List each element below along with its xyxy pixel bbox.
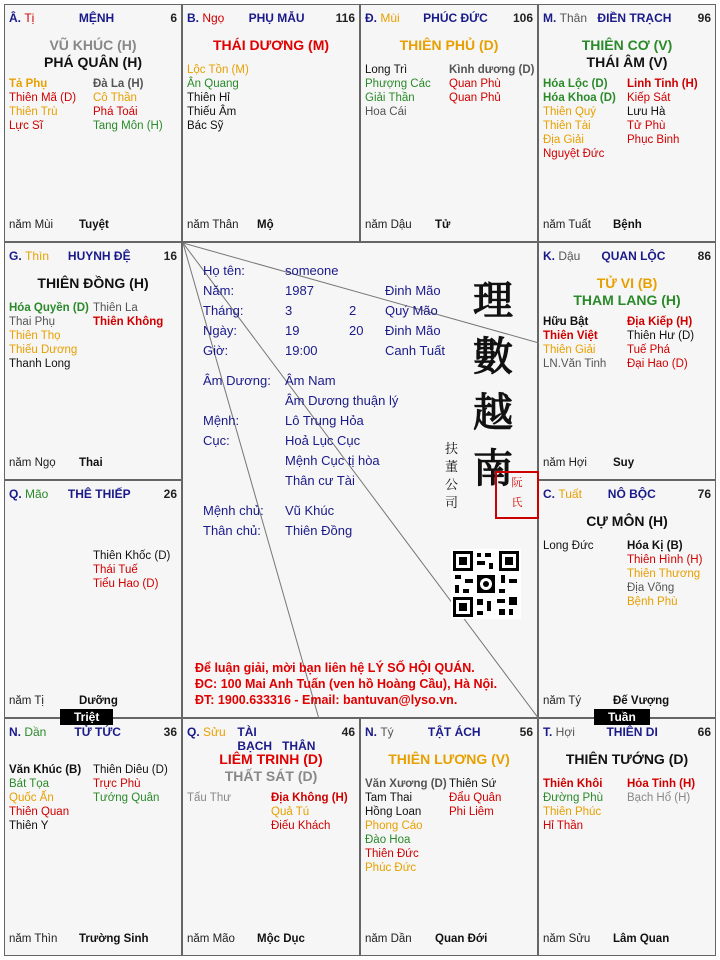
palace-branch: Thìn [25, 249, 50, 263]
palace-position: C. Tuất [543, 487, 582, 501]
minor-stars-right [93, 549, 177, 591]
minor-stars-right [627, 77, 711, 147]
minor-star: Tuế Phá [627, 344, 671, 356]
minor-star: Hóa Quyền (D) [9, 302, 89, 314]
palace-stem: C [543, 487, 552, 501]
day-value: 19 [285, 323, 300, 338]
minor-star: Lưu Hà [627, 106, 666, 118]
minor-star: Tang Môn (H) [93, 120, 163, 132]
palace-than-marker: THÂN [282, 739, 316, 753]
major-star: VŨ KHÚC (H) [49, 37, 137, 53]
palace-name-text: THÊ THIẾP [67, 487, 131, 501]
calligraphy-char: 數 [473, 333, 513, 380]
minor-star: Thanh Long [9, 358, 71, 370]
palace-ngo [182, 4, 360, 242]
palace-branch: Mão [25, 487, 49, 501]
day-canchi: Đinh Mão [385, 323, 441, 338]
palace-name [608, 487, 656, 501]
minor-star: Hữu Bật [543, 316, 589, 328]
minor-star: Thiên Phúc [543, 806, 602, 818]
minor-stars-left [543, 315, 627, 371]
minor-star: Thiên La [93, 302, 138, 314]
palace-number: 66 [697, 725, 711, 739]
palace-year: năm Thìn [9, 933, 58, 945]
minor-stars-left [9, 301, 93, 371]
palace-dau [538, 242, 716, 480]
menh-chu-label: Mệnh chủ: [203, 503, 264, 518]
major-star: THÁI DƯƠNG (M) [212, 37, 330, 53]
than-chu-value: Thiên Đồng [285, 523, 353, 538]
palace-stem: N [9, 725, 18, 739]
palace-name-text: NÔ BỘC [607, 487, 656, 501]
cuc-label: Cục: [203, 433, 230, 448]
minor-star: Kình dương (D) [449, 64, 535, 76]
minor-stars-left [9, 763, 93, 833]
palace-stage: Trường Sinh [79, 933, 149, 945]
day-label: Ngày: [203, 323, 237, 338]
minor-star: Quả Tú [271, 806, 310, 818]
calligraphy-char: 南 [473, 445, 513, 492]
minor-stars-right [449, 63, 533, 105]
minor-star: Bác Sỹ [187, 120, 224, 132]
palace-year: năm Tị [9, 695, 44, 707]
palace-stem: T [543, 725, 549, 739]
calligraphy-char: 越 [473, 389, 513, 436]
minor-star: Lộc Tồn (M) [187, 64, 249, 76]
minor-star: Bạch Hổ (H) [627, 792, 691, 804]
year-label: Năm: [203, 283, 235, 298]
palace-number: 6 [170, 11, 177, 25]
palace-header [543, 249, 711, 265]
minor-stars-right [449, 777, 533, 819]
minor-star: Kiếp Sát [627, 92, 671, 104]
palace-than [538, 4, 716, 242]
palace-name-text: TỬ TỨC [74, 725, 121, 739]
palace-number: 46 [341, 725, 355, 739]
minor-stars-left [187, 63, 271, 133]
palace-name [601, 249, 665, 263]
minor-stars-left [543, 77, 627, 161]
palace-number: 26 [163, 487, 177, 501]
palace-branch: Sửu [203, 725, 226, 739]
palace-mui [360, 4, 538, 242]
palace-position: M. Thân [543, 11, 588, 25]
minor-star: Hóa Khoa (D) [543, 92, 616, 104]
than-cu: Thân cư Tài [285, 473, 355, 488]
than-chu-label: Thân chủ: [203, 523, 261, 538]
palace-header [9, 11, 177, 27]
minor-star: Thiên Hỉ [187, 92, 230, 104]
minor-star: Điếu Khách [271, 820, 331, 832]
palace-header [365, 725, 533, 741]
palace-thin [4, 242, 182, 480]
minor-star: Trực Phù [93, 778, 141, 790]
palace-branch: Tị [24, 11, 35, 25]
minor-stars-left [9, 77, 93, 133]
palace-stage: Đế Vượng [613, 695, 670, 707]
palace-position: K. Dậu [543, 249, 581, 263]
minor-star: Tiểu Hao (D) [93, 578, 159, 590]
palace-stage: Lâm Quan [613, 933, 670, 945]
minor-star: Bát Tọa [9, 778, 50, 790]
minor-star: Thiên Mã (D) [9, 92, 77, 104]
major-stars [183, 751, 359, 785]
minor-star: Hóa Kị (B) [627, 540, 683, 552]
palace-branch: Dần [24, 725, 47, 739]
palace-year: năm Mão [187, 933, 235, 945]
hour-canchi: Canh Tuất [385, 343, 445, 358]
palace-branch: Dậu [558, 249, 581, 263]
minor-star: Văn Xương (D) [365, 778, 447, 790]
palace-name-text: PHỤ MẪU [248, 11, 305, 25]
major-star: THIÊN LƯƠNG (V) [388, 751, 510, 767]
minor-star: Thiên Đức [365, 848, 419, 860]
major-star: THÁI ÂM (V) [586, 54, 668, 70]
triet-tag: Triệt [60, 709, 113, 725]
minor-stars-right [93, 77, 177, 133]
palace-year: năm Tuất [543, 219, 591, 231]
minor-stars-left [543, 539, 627, 553]
major-star: THIÊN PHỦ (D) [399, 37, 499, 53]
palace-branch: Hợi [555, 725, 575, 739]
palace-ty [4, 4, 182, 242]
major-star: THIÊN ĐỒNG (H) [37, 275, 149, 291]
minor-star: Thiên Diêu (D) [93, 764, 168, 776]
palace-name-text: THIÊN DI [606, 725, 658, 739]
palace-name [68, 249, 131, 263]
month-lunar: 2 [349, 303, 357, 318]
minor-star: Địa Giải [543, 134, 584, 146]
palace-stage: Mộ [257, 219, 274, 231]
palace-header [9, 487, 177, 503]
minor-star: Tử Phù [627, 120, 666, 132]
minor-star: Tam Thai [365, 792, 413, 804]
cuc-note: Mệnh Cục tị hòa [285, 453, 380, 468]
palace-year: năm Sửu [543, 933, 591, 945]
minor-star: Hồng Loan [365, 806, 422, 818]
palace-position: Â. Tị [9, 11, 35, 25]
minor-star: Phượng Các [365, 78, 431, 90]
major-star: THẤT SÁT (D) [224, 768, 318, 784]
menh-value: Lô Trung Hỏa [285, 413, 364, 428]
minor-star: Quan Phù [449, 78, 501, 90]
palace-stage: Tử [435, 219, 451, 231]
contact-line-1: Để luận giải, mời bạn liên hệ LÝ SỐ HỘI QUÁN. [195, 661, 475, 675]
minor-star: Phi Liêm [449, 806, 494, 818]
palace-header [543, 725, 711, 741]
palace-ti [360, 718, 538, 956]
palace-name [606, 725, 657, 739]
palace-branch: Tuất [558, 487, 582, 501]
minor-star: Thiên Hư (D) [627, 330, 695, 342]
minor-star: Long Đức [543, 540, 594, 552]
palace-stem: K [543, 249, 552, 263]
palace-name [68, 487, 131, 501]
minor-star: Hỉ Thần [543, 820, 584, 832]
minor-stars-left [365, 63, 449, 119]
palace-year: năm Mùi [9, 219, 54, 231]
hour-value: 19:00 [285, 343, 318, 358]
palace-number: 16 [163, 249, 177, 263]
palace-stage: Quan Đới [435, 933, 488, 945]
palace-mao [4, 480, 182, 718]
major-stars [539, 751, 715, 768]
minor-star: Địa Kiếp (H) [627, 316, 693, 328]
palace-stem: Đ [365, 11, 374, 25]
palace-year: năm Thân [187, 219, 239, 231]
palace-suu [182, 718, 360, 956]
palace-number: 76 [697, 487, 711, 501]
minor-stars-right [93, 301, 177, 329]
palace-stage: Mộc Dục [257, 933, 305, 945]
month-canchi: Quý Mão [385, 303, 438, 318]
minor-star: Thiên Hình (H) [627, 554, 703, 566]
qr-code-icon [451, 549, 521, 619]
minor-star: Lực Sĩ [9, 120, 43, 132]
minor-star: Thái Tuế [93, 564, 138, 576]
minor-star: Thiên Tài [543, 120, 591, 132]
red-seal: 阮 氏 [495, 471, 539, 519]
minor-star: LN.Văn Tinh [543, 358, 607, 370]
minor-star: Thiên Khốc (D) [93, 550, 171, 562]
minor-star: Hoa Cái [365, 106, 407, 118]
minor-star: Thiếu Âm [187, 106, 237, 118]
day-lunar: 20 [349, 323, 364, 338]
cuc-value: Hoả Lục Cục [285, 433, 361, 448]
palace-position: Q. Mão [9, 487, 49, 501]
palace-header [9, 725, 177, 741]
major-star: PHÁ QUÂN (H) [44, 54, 142, 70]
month-label: Tháng: [203, 303, 244, 318]
palace-name-text: QUAN LỘC [601, 249, 666, 263]
minor-star: Thiên Sứ [449, 778, 497, 790]
major-star: TỬ VI (B) [596, 275, 658, 291]
minor-stars-left [187, 791, 271, 805]
palace-name-text: ĐIỀN TRẠCH [597, 11, 672, 25]
month-value: 3 [285, 303, 293, 318]
major-stars [361, 37, 537, 54]
calligraphy-logo [473, 273, 523, 497]
palace-stem: Â [9, 11, 18, 25]
year-value: 1987 [285, 283, 314, 298]
palace-position: Q. Sửu [187, 725, 226, 739]
minor-star: Quan Phủ [449, 92, 501, 104]
palace-name [423, 11, 488, 25]
palace-header [543, 11, 711, 27]
minor-star: Giải Thần [365, 92, 415, 104]
major-stars [539, 275, 715, 309]
major-stars [361, 751, 537, 768]
am-duong-label: Âm Dương: [203, 373, 271, 388]
palace-stem: G [9, 249, 19, 263]
contact-line-2: ĐC: 100 Mai Anh Tuấn (ven hồ Hoàng Cầu), Hà Nội. [195, 677, 498, 691]
minor-star: Địa Võng [627, 582, 675, 594]
palace-position: Đ. Mùi [365, 11, 400, 25]
major-star: THIÊN CƠ (V) [581, 37, 673, 53]
palace-header [187, 725, 355, 753]
year-canchi: Đinh Mão [385, 283, 441, 298]
minor-star: Nguyệt Đức [543, 148, 605, 160]
minor-star: Đà La (H) [93, 78, 144, 90]
major-stars [183, 37, 359, 54]
palace-stem: M [543, 11, 553, 25]
major-stars [5, 37, 181, 71]
minor-star: Hóa Lộc (D) [543, 78, 608, 90]
palace-position: G. Thìn [9, 249, 50, 263]
tuan-tag: Tuần [594, 709, 650, 725]
palace-name-text: TÀI BẠCH [237, 725, 273, 753]
minor-stars-right [627, 777, 711, 805]
minor-star: Thiên Quý [543, 106, 597, 118]
minor-star: Địa Không (H) [271, 792, 348, 804]
palace-number: 86 [697, 249, 711, 263]
minor-star: Bệnh Phù [627, 596, 678, 608]
palace-year: năm Hợi [543, 457, 587, 469]
palace-branch: Ngọ [202, 11, 225, 25]
vertical-text: 扶 董 公 司 [445, 442, 459, 511]
palace-name [237, 725, 321, 753]
minor-star: Đường Phù [543, 792, 603, 804]
palace-stage: Tuyệt [79, 219, 109, 231]
minor-star: Phong Cáo [365, 820, 423, 832]
palace-position: N. Tý [365, 725, 394, 739]
minor-star: Thiên Không [93, 316, 164, 328]
palace-name [428, 725, 481, 739]
minor-star: Thiên Y [9, 820, 49, 832]
center-panel [182, 242, 538, 718]
minor-stars-right [627, 539, 711, 609]
major-star: CỰ MÔN (H) [586, 513, 668, 529]
palace-tuat [538, 480, 716, 718]
am-duong-note: Âm Dương thuận lý [285, 393, 399, 408]
palace-stage: Thai [79, 457, 103, 469]
hour-label: Giờ: [203, 343, 229, 358]
minor-star: Thiên Giải [543, 344, 596, 356]
palace-header [187, 11, 355, 27]
palace-name-text: PHÚC ĐỨC [423, 11, 488, 25]
palace-header [365, 11, 533, 27]
minor-star: Quốc Ấn [9, 792, 54, 804]
contact-line-3: ĐT: 1900.633316 - Email: bantuvan@lyso.vn. [195, 693, 458, 707]
palace-name [79, 11, 114, 25]
palace-dan [4, 718, 182, 956]
minor-stars-right [93, 763, 177, 805]
palace-stem: N [365, 725, 374, 739]
palace-position: T. Hợi [543, 725, 575, 739]
minor-star: Linh Tinh (H) [627, 78, 698, 90]
palace-year: năm Tý [543, 695, 582, 707]
minor-star: Đại Hao (D) [627, 358, 688, 370]
minor-star: Thai Phụ [9, 316, 56, 328]
palace-number: 56 [519, 725, 533, 739]
minor-star: Phá Toái [93, 106, 138, 118]
major-star: LIÊM TRINH (D) [219, 751, 323, 767]
minor-stars-right [627, 315, 711, 371]
palace-number: 96 [697, 11, 711, 25]
major-star: THAM LANG (H) [573, 292, 681, 308]
major-star: THIÊN TƯỚNG (D) [565, 751, 689, 767]
minor-star: Ân Quang [187, 78, 239, 90]
palace-year: năm Dậu [365, 219, 412, 231]
minor-star: Thiên Quan [9, 806, 70, 818]
minor-star: Long Trì [365, 64, 408, 76]
palace-name [597, 11, 671, 25]
minor-star: Cô Thần [93, 92, 137, 104]
minor-star: Tấu Thư [187, 792, 231, 804]
minor-stars-left [543, 777, 627, 833]
major-stars [539, 513, 715, 530]
major-stars [5, 275, 181, 292]
am-duong-value: Âm Nam [285, 373, 336, 388]
minor-stars-left [365, 777, 449, 875]
minor-star: Phúc Đức [365, 862, 417, 874]
minor-star: Thiên Khôi [543, 778, 603, 790]
minor-stars-right [271, 791, 355, 833]
name-value: someone [285, 263, 339, 278]
palace-name-text: TẬT ÁCH [427, 725, 481, 739]
palace-number: 116 [335, 11, 355, 25]
minor-star: Đào Hoa [365, 834, 411, 846]
menh-label: Mệnh: [203, 413, 240, 428]
name-label: Họ tên: [203, 263, 245, 278]
minor-star: Tướng Quân [93, 792, 160, 804]
minor-star: Thiếu Dương [9, 344, 78, 356]
minor-star: Thiên Trù [9, 106, 58, 118]
major-stars [539, 37, 715, 71]
palace-branch: Mùi [380, 11, 400, 25]
palace-stem: Q [9, 487, 19, 501]
palace-hoi [538, 718, 716, 956]
minor-star: Hỏa Tinh (H) [627, 778, 696, 790]
palace-position: B. Ngọ [187, 11, 225, 25]
palace-name-text: HUYNH ĐỆ [67, 249, 131, 263]
palace-number: 36 [163, 725, 177, 739]
palace-position: N. Dần [9, 725, 47, 739]
palace-name [249, 11, 305, 25]
palace-branch: Tý [380, 725, 394, 739]
palace-stem: B [187, 11, 196, 25]
palace-header [543, 487, 711, 503]
minor-star: Phục Binh [627, 134, 680, 146]
palace-year: năm Ngọ [9, 457, 56, 469]
menh-chu-value: Vũ Khúc [285, 503, 335, 518]
palace-stem: Q [187, 725, 197, 739]
palace-year: năm Dần [365, 933, 412, 945]
palace-stage: Suy [613, 457, 635, 469]
minor-star: Văn Khúc (B) [9, 764, 82, 776]
minor-star: Tả Phụ [9, 78, 48, 90]
minor-star: Thiên Việt [543, 330, 598, 342]
minor-star: Đẩu Quân [449, 792, 502, 804]
calligraphy-char: 理 [473, 277, 513, 324]
palace-stage: Dưỡng [79, 695, 118, 707]
palace-branch: Thân [559, 11, 588, 25]
palace-stage: Bệnh [613, 219, 642, 231]
palace-name [74, 725, 121, 739]
palace-header [9, 249, 177, 265]
palace-number: 106 [512, 11, 533, 25]
palace-name-text: MỆNH [78, 11, 115, 25]
minor-star: Thiên Thọ [9, 330, 61, 342]
minor-star: Thiên Thương [627, 568, 701, 580]
